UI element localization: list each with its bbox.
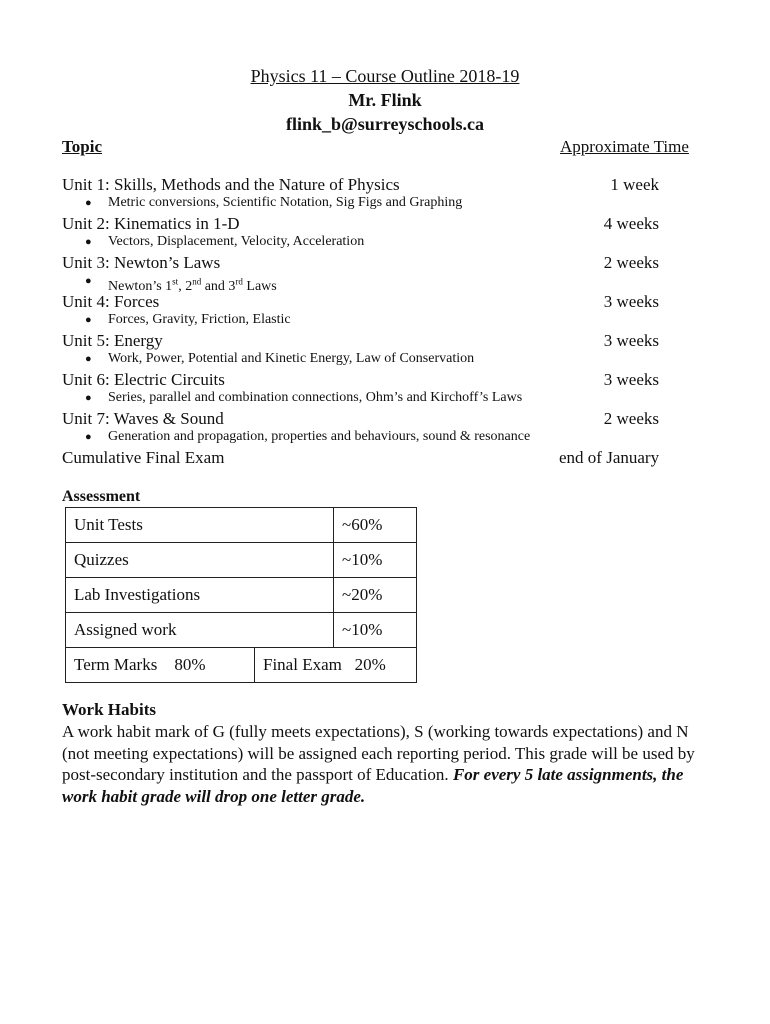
unit-details-text: Generation and propagation, properties and behaviours, sound & resonance (108, 429, 531, 444)
table-row (66, 648, 417, 683)
unit-name: Unit 1: Skills, Methods and the Nature of Physics (62, 175, 400, 194)
unit-row (62, 175, 702, 194)
unit-details (62, 194, 702, 214)
unit-list (62, 175, 702, 467)
unit-details-text: Series, parallel and combination connections, Ohm’s and Kirchoff’s Laws (108, 390, 523, 405)
unit-name: Unit 2: Kinematics in 1-D (62, 214, 240, 233)
unit-details-text: Metric conversions, Scientific Notation, Sig Figs and Graphing (108, 195, 463, 210)
assessment-label: Quizzes (66, 543, 334, 578)
time-column-header: Approximate Time (560, 137, 689, 156)
topic-column-header: Topic (62, 137, 103, 156)
assessment-value: ~60% (334, 508, 417, 543)
assessment-heading: Assessment (62, 488, 141, 505)
unit-details-text: Forces, Gravity, Friction, Elastic (108, 312, 291, 327)
final-exam-row (62, 448, 702, 467)
table-row (66, 578, 417, 613)
bullet-icon: ● (85, 197, 92, 209)
assessment-label: Assigned work (66, 613, 334, 648)
unit-details (62, 272, 702, 292)
unit-row (62, 214, 702, 233)
bullet-icon: ● (85, 275, 92, 287)
unit-time: 2 weeks (603, 409, 659, 428)
unit-time: 1 week (610, 175, 659, 194)
unit-row (62, 409, 702, 428)
assessment-value: ~10% (334, 543, 417, 578)
unit-name: Unit 7: Waves & Sound (62, 409, 224, 428)
final-exam-name: Cumulative Final Exam (62, 448, 225, 467)
unit-row (62, 253, 702, 272)
unit-details-text: Work, Power, Potential and Kinetic Energy, Law of Conservation (108, 351, 475, 366)
final-exam-time: end of January (559, 448, 660, 467)
unit-time: 3 weeks (603, 292, 659, 311)
unit-row (62, 292, 702, 311)
unit-time: 2 weeks (603, 253, 659, 272)
unit-name: Unit 6: Electric Circuits (62, 370, 225, 389)
final-exam-cell: Final Exam 20% (255, 648, 417, 683)
unit-details (62, 233, 702, 253)
unit-details-text: Newton’s 1st, 2nd and 3rd Laws (108, 276, 277, 294)
table-row (66, 508, 417, 543)
table-row (66, 543, 417, 578)
bullet-icon: ● (85, 431, 92, 443)
work-habits-text: A work habit mark of G (fully meets expectations), S (working towards expectations) and N (not meeting expectations) will be assigned each reporting period. This grade will be used by post-secondary institution and the passport of Education. (62, 722, 695, 784)
assessment-label: Lab Investigations (66, 578, 334, 613)
unit-details (62, 389, 702, 409)
term-marks-cell: Term Marks 80% (66, 648, 255, 683)
unit-name: Unit 3: Newton’s Laws (62, 253, 221, 272)
unit-time: 4 weeks (603, 214, 659, 233)
unit-name: Unit 4: Forces (62, 292, 160, 311)
unit-name: Unit 5: Energy (62, 331, 163, 350)
teacher-name: Mr. Flink (348, 90, 422, 110)
bullet-icon: ● (85, 353, 92, 365)
unit-time: 3 weeks (603, 331, 659, 350)
unit-details (62, 350, 702, 370)
course-title: Physics 11 – Course Outline 2018-19 (250, 66, 520, 86)
assessment-label: Unit Tests (66, 508, 334, 543)
work-habits-emphasis: For every 5 late assignments, the work habit grade will drop one letter grade. (62, 765, 684, 806)
work-habits-heading: Work Habits (62, 700, 156, 719)
work-habits-paragraph (62, 721, 707, 807)
table-row (66, 613, 417, 648)
unit-details-text: Vectors, Displacement, Velocity, Acceleration (108, 234, 365, 249)
unit-row (62, 331, 702, 350)
unit-row (62, 370, 702, 389)
bullet-icon: ● (85, 236, 92, 248)
assessment-value: ~10% (334, 613, 417, 648)
unit-details (62, 311, 702, 331)
bullet-icon: ● (85, 392, 92, 404)
assessment-value: ~20% (334, 578, 417, 613)
assessment-table (65, 507, 417, 683)
teacher-email: flink_b@surreyschools.ca (286, 114, 484, 134)
bullet-icon: ● (85, 314, 92, 326)
unit-time: 3 weeks (603, 370, 659, 389)
unit-details (62, 428, 702, 448)
